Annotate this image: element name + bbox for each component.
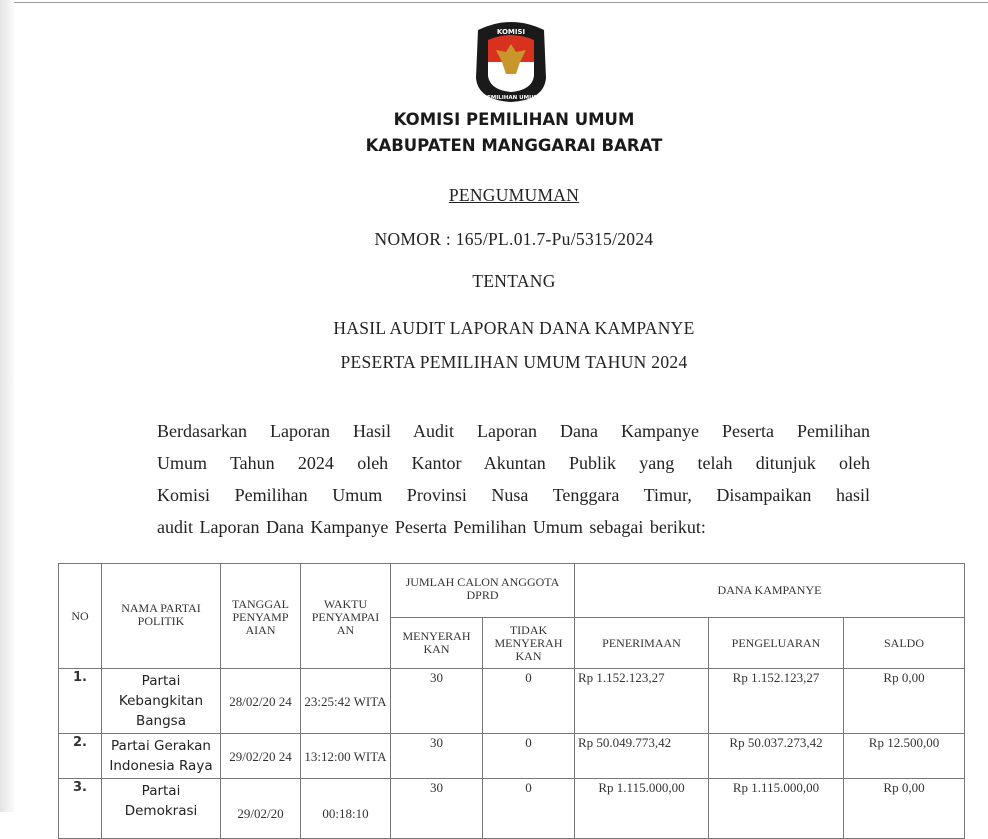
doc-type: PENGUMUMAN	[448, 185, 580, 205]
col-not-submitted: TIDAK MENYERAH KAN	[483, 618, 575, 669]
doc-number: NOMOR : 165/PL.01.7-Pu/5315/2024	[374, 229, 654, 249]
audit-table	[58, 563, 965, 839]
col-funds: DANA KAMPANYE	[575, 564, 965, 618]
svg-text:KOMISI: KOMISI	[496, 28, 526, 36]
row-submitted: 30	[391, 669, 483, 734]
col-party: NAMA PARTAI POLITIK	[102, 564, 221, 669]
body-line: audit Laporan Dana Kampanye Peserta Pemilihan Umum sebagai berikut:	[157, 517, 706, 537]
row-party: Partai Kebangkitan Bangsa	[102, 669, 221, 734]
org-region: KABUPATEN MANGGARAI BARAT	[365, 136, 663, 155]
col-income: PENERIMAAN	[575, 618, 709, 669]
row-time: 23:25:42 WITA	[301, 669, 391, 734]
col-time: WAKTU PENYAMPAI AN	[301, 564, 391, 669]
kpu-logo	[470, 18, 552, 104]
intro-paragraph	[157, 415, 870, 543]
col-balance: SALDO	[844, 618, 965, 669]
row-time: 13:12:00 WITA	[301, 734, 391, 779]
row-time: 00:18:10	[301, 779, 391, 839]
about-label: TENTANG	[472, 271, 556, 291]
subject-line-1: HASIL AUDIT LAPORAN DANA KAMPANYE	[333, 318, 695, 338]
row-submitted: 30	[391, 779, 483, 839]
table-header-row	[59, 564, 965, 618]
body-line: Komisi Pemilihan Umum Provinsi Nusa Tenggara Timur, Disampaikan hasil	[157, 485, 870, 505]
col-candidates: JUMLAH CALON ANGGOTA DPRD	[391, 564, 575, 618]
body-line: Umum Tahun 2024 oleh Kantor Akuntan Publik yang telah ditunjuk oleh	[157, 453, 870, 473]
row-expense: Rp 1.152.123,27	[709, 669, 844, 734]
row-no: 1.	[59, 669, 102, 734]
row-submitted: 30	[391, 734, 483, 779]
row-no: 2.	[59, 734, 102, 779]
row-income: Rp 50.049.773,42	[575, 734, 709, 779]
org-name: KOMISI PEMILIHAN UMUM	[393, 110, 635, 129]
page-edge	[14, 2, 988, 3]
row-not-submitted: 0	[483, 669, 575, 734]
subject-line-2: PESERTA PEMILIHAN UMUM TAHUN 2024	[340, 352, 688, 372]
col-no: NO	[59, 564, 102, 669]
row-not-submitted: 0	[483, 734, 575, 779]
row-not-submitted: 0	[483, 779, 575, 839]
row-balance: Rp 0,00	[844, 669, 965, 734]
row-expense: Rp 1.115.000,00	[709, 779, 844, 839]
row-party: Partai Gerakan Indonesia Raya	[102, 734, 221, 779]
row-balance: Rp 12.500,00	[844, 734, 965, 779]
col-date: TANGGAL PENYAMP AIAN	[221, 564, 301, 669]
table-row	[59, 669, 965, 734]
row-party: Partai Demokrasi	[102, 779, 221, 839]
row-income: Rp 1.115.000,00	[575, 779, 709, 839]
table-row	[59, 779, 965, 839]
scan-margin	[0, 0, 14, 812]
row-date: 29/02/20 24	[221, 734, 301, 779]
row-expense: Rp 50.037.273,42	[709, 734, 844, 779]
body-line: Berdasarkan Laporan Hasil Audit Laporan Dana Kampanye Peserta Pemilihan	[157, 421, 870, 441]
row-date: 28/02/20 24	[221, 669, 301, 734]
row-income: Rp 1.152.123,27	[575, 669, 709, 734]
col-expense: PENGELUARAN	[709, 618, 844, 669]
table-row	[59, 734, 965, 779]
row-balance: Rp 0,00	[844, 779, 965, 839]
svg-text:PEMILIHAN UMUM: PEMILIHAN UMUM	[482, 95, 540, 101]
col-submitted: MENYERAH KAN	[391, 618, 483, 669]
row-date: 29/02/20	[221, 779, 301, 839]
row-no: 3.	[59, 779, 102, 839]
